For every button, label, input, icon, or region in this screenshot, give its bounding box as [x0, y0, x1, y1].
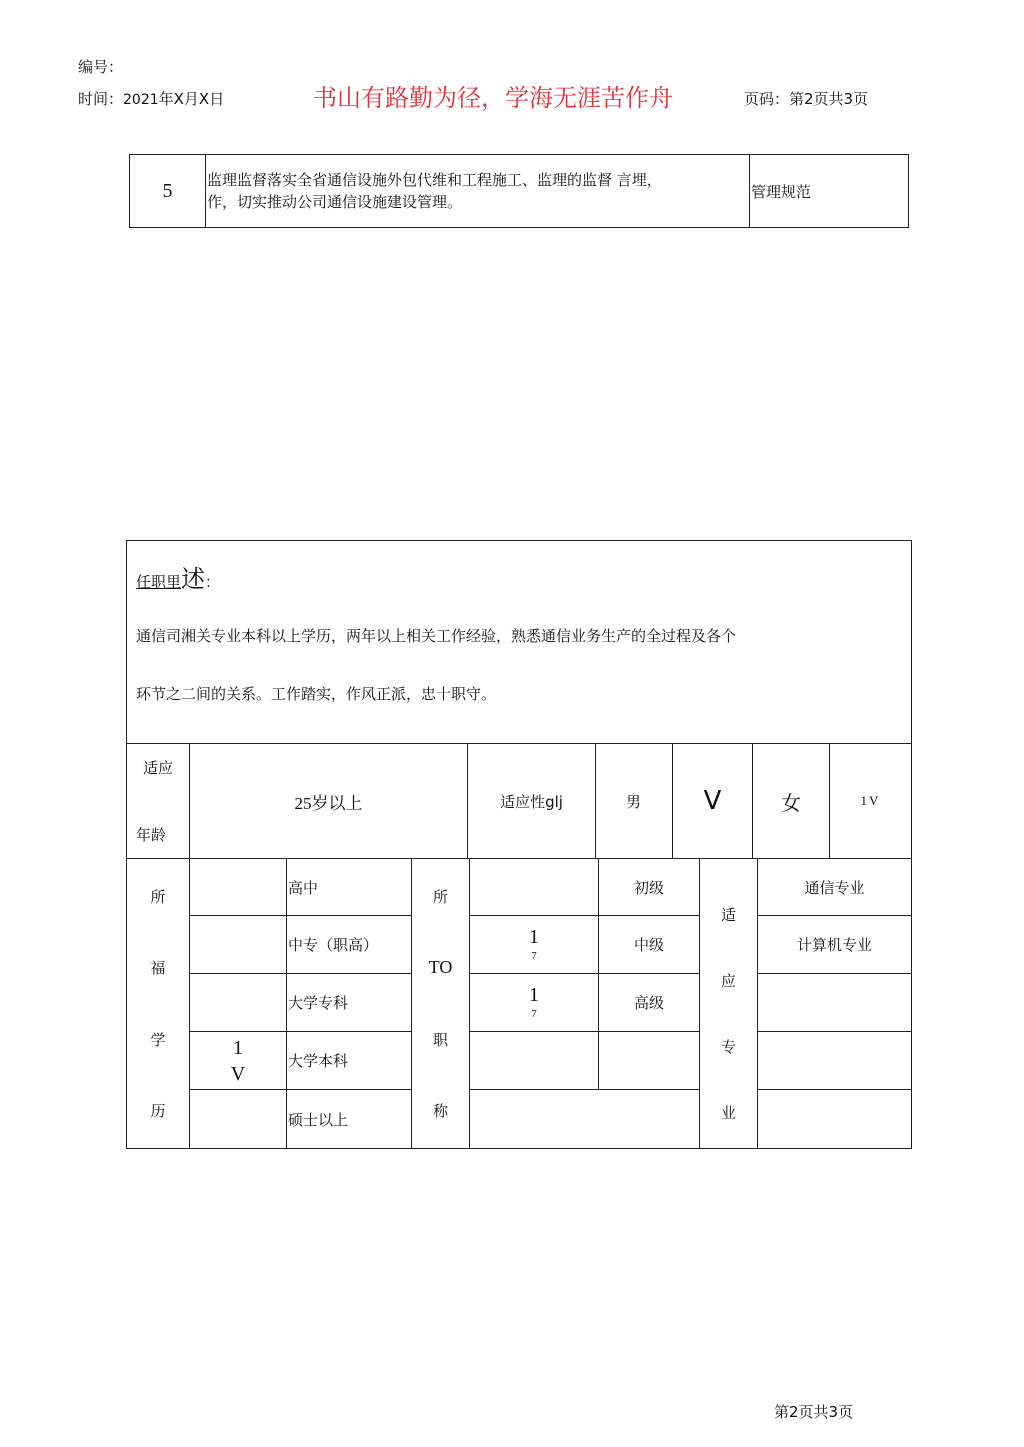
qualifications-title-c: ：	[205, 573, 221, 591]
document-date	[78, 88, 224, 109]
date-year: 2021	[123, 92, 159, 108]
education-label-char-1: 所	[150, 887, 166, 906]
page-indicator: 页码：第2页共3页	[744, 90, 869, 108]
title-mark-mid-cell	[470, 916, 599, 974]
title-mark-senior-bottom: 7	[531, 1008, 537, 1020]
title-mark-cell	[470, 859, 599, 916]
education-label-char-2: 福	[150, 959, 166, 978]
qualifications-line-2: 环节之二间的关系。工作踏实，作风正派，忠十职守。	[136, 685, 497, 703]
education-mark-bachelor-cell	[190, 1032, 287, 1090]
male-check-mark: V	[673, 744, 753, 859]
title-mark-senior-cell	[470, 974, 599, 1032]
title-empty-cell	[599, 1032, 700, 1090]
title-empty-cell	[470, 1090, 700, 1149]
title-mark-cell	[470, 1032, 599, 1090]
table-row	[130, 155, 909, 228]
age-value-text: 25岁以上	[294, 793, 363, 813]
table-row	[127, 859, 912, 916]
title-label-cell	[412, 859, 470, 1149]
age-gender-table	[126, 743, 912, 859]
table-row	[127, 974, 912, 1032]
gender-label	[468, 744, 596, 859]
table-row	[127, 916, 912, 974]
table-row	[127, 1090, 912, 1149]
major-computer: 计算机专业	[758, 916, 912, 974]
education-mark-cell	[190, 859, 287, 916]
education-label-char-3: 学	[150, 1030, 166, 1049]
title-level-intermediate: 中级	[599, 916, 700, 974]
age-label-cell	[127, 744, 190, 859]
duty-line-2: 作，切实推动公司通信设施建设管理。	[207, 193, 463, 211]
major-label-char-2: 应	[720, 971, 736, 990]
major-label-cell	[700, 859, 758, 1149]
qualifications-line-1: 通信司湘关专业本科以上学历，两年以上相关工作经验，熟悉通信业务生产的全过程及各个	[136, 627, 737, 645]
age-label-bottom: 年龄	[136, 826, 167, 844]
title-mark-senior-top: 1	[529, 984, 539, 1006]
table-row	[127, 744, 912, 859]
education-level-associate: 大学专科	[287, 974, 412, 1032]
motto: 书山有路勤为径，学海无涯苦作舟	[313, 84, 673, 112]
education-label-cell	[127, 859, 190, 1149]
education-level-vocational: 中专（职高）	[287, 916, 412, 974]
major-empty-cell	[758, 1090, 912, 1149]
gender-label-text: 适应性glj	[500, 792, 563, 811]
duty-table	[129, 154, 909, 228]
title-label-char-2: TO	[428, 957, 453, 978]
major-telecom: 通信专业	[758, 859, 912, 916]
male-label: 男	[596, 744, 673, 859]
date-rest: 年X月X日	[158, 90, 225, 108]
table-row	[127, 1032, 912, 1090]
qualifications-title	[136, 559, 220, 594]
qualifications-box	[126, 540, 912, 744]
major-empty-cell	[758, 974, 912, 1032]
qualifications-title-a: 任职里	[136, 573, 182, 591]
education-level-master: 硕士以上	[287, 1090, 412, 1149]
major-label-char-4: 业	[720, 1104, 736, 1123]
education-level-high-school: 高中	[287, 859, 412, 916]
requirements-table	[126, 858, 912, 1149]
major-label-char-3: 专	[720, 1038, 736, 1057]
title-level-senior: 高级	[599, 974, 700, 1032]
education-mark-bachelor-top: 1	[233, 1036, 243, 1059]
title-mark-mid-bottom: 7	[531, 950, 537, 962]
row-index: 5	[130, 155, 206, 228]
education-level-bachelor: 大学本科	[287, 1032, 412, 1090]
education-label-char-4: 历	[150, 1102, 166, 1121]
title-level-junior: 初级	[599, 859, 700, 916]
duty-line-1: 监理监督落实全省通信设施外包代维和工程施工、监理的监督 言埋，	[207, 171, 662, 189]
female-label: 女	[753, 744, 830, 859]
title-mark-mid-top: 1	[529, 926, 539, 948]
major-label-char-1: 适	[720, 905, 736, 924]
date-label: 时间：	[78, 90, 124, 108]
major-empty-cell	[758, 1032, 912, 1090]
education-mark-bachelor-bottom: V	[230, 1062, 246, 1085]
qualifications-title-b: 述	[181, 565, 206, 593]
age-value	[190, 744, 468, 859]
title-label-char-1: 所	[432, 887, 448, 906]
education-mark-cell	[190, 916, 287, 974]
education-mark-cell	[190, 1090, 287, 1149]
duty-category: 管理规范	[750, 155, 909, 228]
female-check-mark: 1V	[830, 744, 912, 859]
title-label-char-3: 职	[432, 1030, 448, 1049]
age-label-top: 适应	[142, 759, 173, 777]
title-label-char-4: 称	[432, 1102, 448, 1121]
footer-page-number: 第2页共3页	[774, 1403, 854, 1421]
document-number-label: 编号：	[78, 58, 124, 76]
duty-description	[206, 155, 750, 228]
education-mark-cell	[190, 974, 287, 1032]
